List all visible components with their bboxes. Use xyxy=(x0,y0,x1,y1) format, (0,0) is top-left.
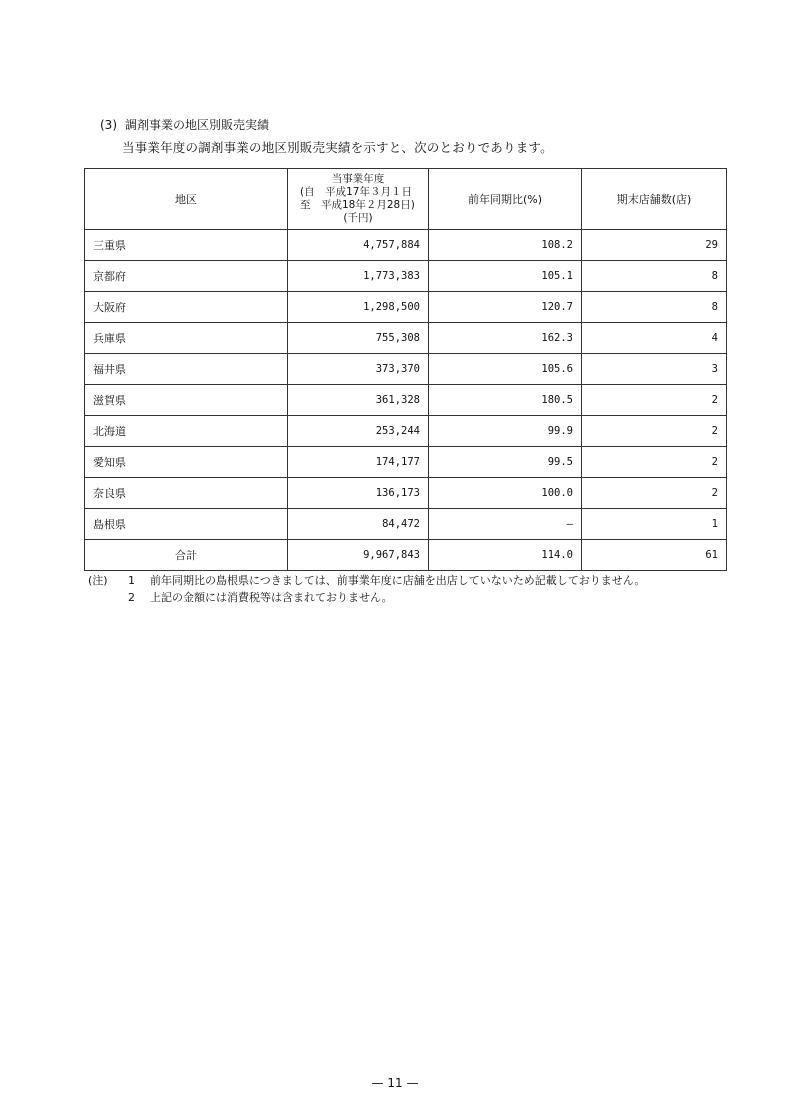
header-sales-line1: 当事業年度 xyxy=(331,173,385,185)
table-row xyxy=(85,354,727,385)
cell-region: 島根県 xyxy=(85,509,288,540)
section-heading xyxy=(100,116,269,133)
table-row xyxy=(85,323,727,354)
cell-sales: 361,328 xyxy=(288,385,429,416)
cell-yoy: 100.0 xyxy=(429,478,582,509)
cell-stores: 2 xyxy=(582,385,727,416)
table-row xyxy=(85,478,727,509)
cell-region: 大阪府 xyxy=(85,292,288,323)
table-row xyxy=(85,416,727,447)
page-number: — 11 — xyxy=(371,1076,419,1090)
cell-sales: 373,370 xyxy=(288,354,429,385)
header-region: 地区 xyxy=(85,169,288,230)
intro-text: 当事業年度の調剤事業の地区別販売実績を示すと、次のとおりであります。 xyxy=(122,140,553,155)
table-total-row xyxy=(85,540,727,571)
cell-yoy: 105.1 xyxy=(429,261,582,292)
cell-sales: 253,244 xyxy=(288,416,429,447)
cell-yoy: 180.5 xyxy=(429,385,582,416)
section-number: (3) xyxy=(100,118,117,132)
cell-total-sales: 9,967,843 xyxy=(288,540,429,571)
cell-sales: 136,173 xyxy=(288,478,429,509)
cell-sales: 174,177 xyxy=(288,447,429,478)
cell-yoy: 162.3 xyxy=(429,323,582,354)
cell-region: 三重県 xyxy=(85,230,288,261)
note-item xyxy=(88,589,645,606)
cell-total-label: 合計 xyxy=(85,540,288,571)
header-sales xyxy=(288,169,429,230)
table-header-row xyxy=(85,169,727,230)
header-sales-line4: (千円) xyxy=(343,212,373,224)
table-row xyxy=(85,261,727,292)
notes-label: (注) xyxy=(88,574,108,587)
header-sales-line3: 至 平成18年２月28日) xyxy=(300,199,415,211)
cell-stores: 2 xyxy=(582,478,727,509)
header-stores: 期末店舗数(店) xyxy=(582,169,727,230)
cell-stores: 4 xyxy=(582,323,727,354)
cell-region: 福井県 xyxy=(85,354,288,385)
cell-region: 京都府 xyxy=(85,261,288,292)
header-yoy: 前年同期比(%) xyxy=(429,169,582,230)
cell-region: 兵庫県 xyxy=(85,323,288,354)
cell-sales: 1,773,383 xyxy=(288,261,429,292)
cell-sales: 1,298,500 xyxy=(288,292,429,323)
cell-stores: 2 xyxy=(582,416,727,447)
cell-yoy: 99.9 xyxy=(429,416,582,447)
cell-stores: 3 xyxy=(582,354,727,385)
note-text: 上記の金額には消費税等は含まれておりません。 xyxy=(150,591,393,604)
cell-total-yoy: 114.0 xyxy=(429,540,582,571)
cell-stores: 8 xyxy=(582,292,727,323)
cell-region: 滋賀県 xyxy=(85,385,288,416)
cell-region: 奈良県 xyxy=(85,478,288,509)
table-row xyxy=(85,385,727,416)
cell-yoy: 99.5 xyxy=(429,447,582,478)
note-index: 1 xyxy=(128,574,135,587)
cell-region: 北海道 xyxy=(85,416,288,447)
table-row xyxy=(85,447,727,478)
note-text: 前年同期比の島根県につきましては、前事業年度に店舗を出店していないため記載しておりません。 xyxy=(150,574,646,587)
table-row xyxy=(85,509,727,540)
cell-yoy: — xyxy=(429,509,582,540)
table-notes xyxy=(88,572,645,606)
cell-yoy: 108.2 xyxy=(429,230,582,261)
cell-sales: 4,757,884 xyxy=(288,230,429,261)
cell-yoy: 120.7 xyxy=(429,292,582,323)
note-item xyxy=(88,572,645,589)
header-sales-line2: (自 平成17年３月１日 xyxy=(300,186,412,198)
cell-total-stores: 61 xyxy=(582,540,727,571)
cell-region: 愛知県 xyxy=(85,447,288,478)
cell-stores: 29 xyxy=(582,230,727,261)
cell-stores: 8 xyxy=(582,261,727,292)
section-title: 調剤事業の地区別販売実績 xyxy=(125,118,270,132)
table-row xyxy=(85,292,727,323)
regional-sales-table xyxy=(84,168,727,571)
table-row xyxy=(85,230,727,261)
cell-sales: 755,308 xyxy=(288,323,429,354)
note-index: 2 xyxy=(128,591,135,604)
cell-stores: 1 xyxy=(582,509,727,540)
cell-yoy: 105.6 xyxy=(429,354,582,385)
cell-stores: 2 xyxy=(582,447,727,478)
cell-sales: 84,472 xyxy=(288,509,429,540)
